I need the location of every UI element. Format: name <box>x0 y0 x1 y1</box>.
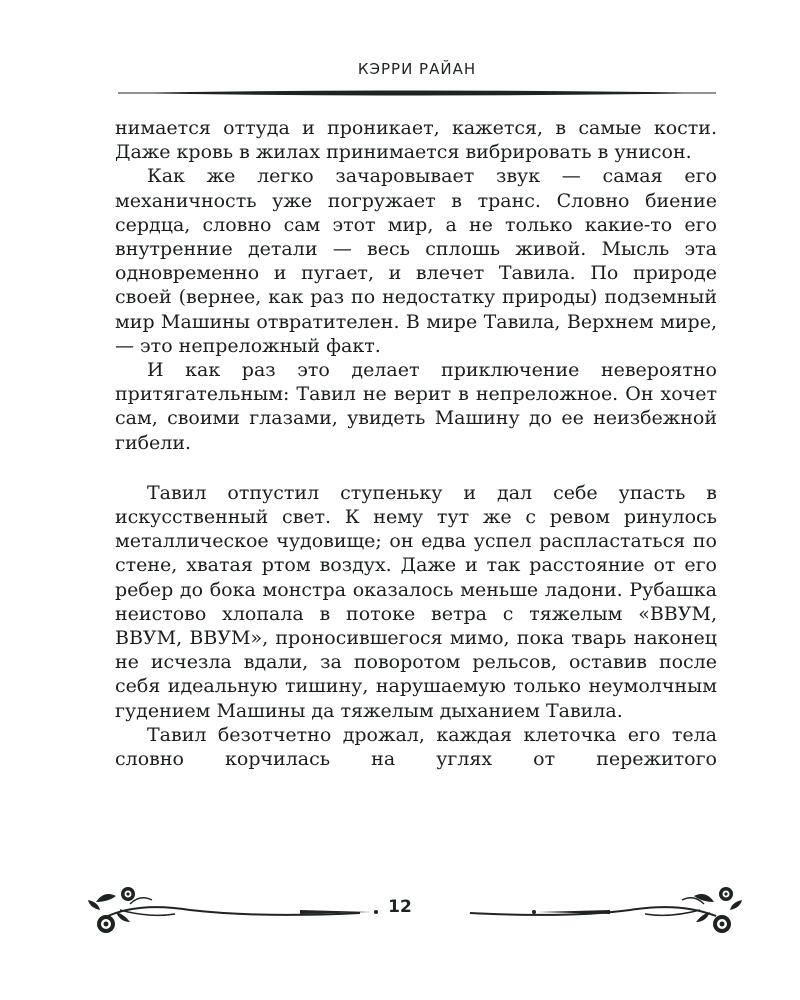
body-text <box>115 116 717 771</box>
section-break <box>115 455 717 481</box>
paragraph: И как раз это делает приключение невероятно притягательным: Тавил не верит в непреложное. Он хочет сам, своими глазами, увидеть Машину до ее неизбежной гибели. <box>115 359 717 454</box>
header-rule-ornament <box>118 86 716 100</box>
paragraph-continues: Тавил безотчетно дрожал, каждая клеточка его тела словно корчилась на углях от пережитого <box>115 723 717 771</box>
running-head-title: КЭРРИ РАЙАН <box>357 60 477 78</box>
paragraph-continued: нимается оттуда и проникает, кажется, в самые кости. Даже кровь в жилах принимается вибрировать в унисон. <box>115 117 717 164</box>
paragraph: Как же легко зачаровывает звук — самая его механичность уже погружает в транс. Словно биение сердца, словно сам этот мир, а не только какие-то его внутренние детали — весь сплошь живой. Мысль эта одновременно и пугает, и влечет Тавила. По природе своей (вернее, как раз по недостатку природы) подземный мир Машины отвратителен. В мире Тавила, Верхнем мире, — это непреложный факт. <box>115 165 717 357</box>
page-number: 12 <box>388 897 412 917</box>
paragraph: Тавил отпустил ступеньку и дал себе упасть в искусственный свет. К нему тут же с ревом ринулось металлическое чудовище; он едва успел распластаться по стене, хватая ртом воздух. Даже и так расстояние от его ребер до бока монстра оказалось меньше ладони. Рубашка неистово хлопала в потоке ветра с тяжелым «ВВУМ, ВВУМ, ВВУМ», проносившегося мимо, пока тварь наконец не исчезла вдали, за поворотом рельсов, оставив после себя идеальную тишину, нарушаемую только неумолчным гудением Машины да тяжелым дыханием Тавила. <box>115 481 717 722</box>
